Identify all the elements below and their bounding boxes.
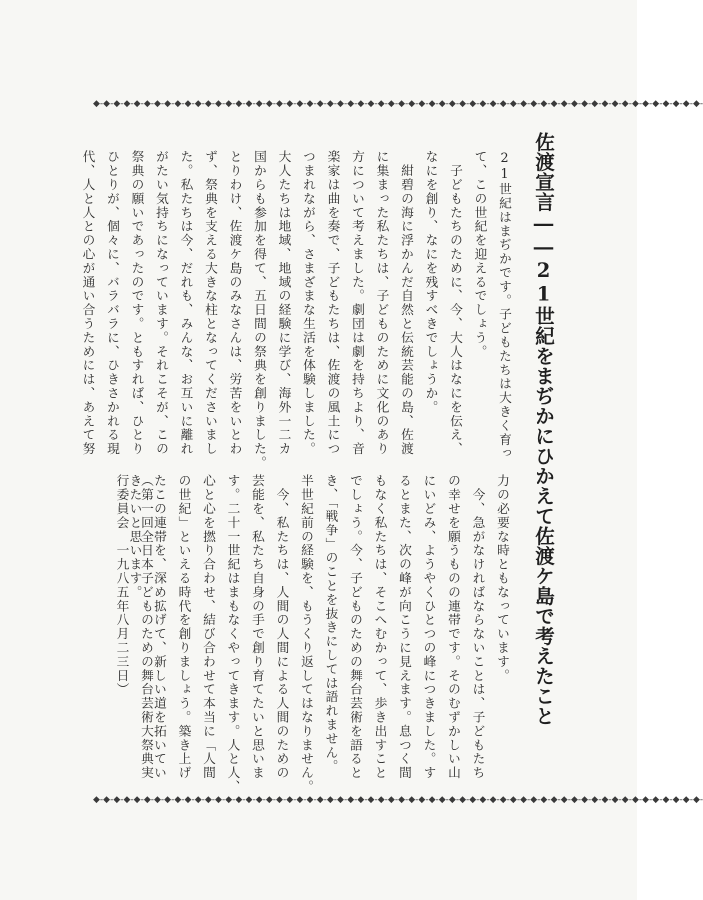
declaration-body-lower: 力の必要な時ともなっています。 今、急がなければならないことは、子どもたち の幸せを願うものの連帯です。そのむずかしい山 にいどみ、ようやくひとつの峰につきました。す るとまた、次の峰が向こうに見えます。息つく間 もなく私たちは、そこへむかって、歩き出すこと でしょう。今、子どものための舞台芸術を語ると き、「戦争」のことを抜きにしては語れません。 半世紀前の経験を、もうくり返してはなりません。 今、私たちは、人間の人間による人間のための 芸能を、私たち自身の手で創り育てたいと思いま す。二十一世紀はまもなくやってきます。人と人、 心と心を撚り合わせ、結び合わせて本当に「人間 の世紀」といえる時代を創りましょう。築き上げ たこの連帯を、深め拡げて、新しい道を拓いてい きたいと思います。 — [127, 474, 510, 794]
declaration-title: 佐渡宣言――21世紀をまぢかにひかえて佐渡ケ島で考えたこと — [532, 132, 555, 726]
committee-signature: （第一回全日本子どものための舞台芸術大祭典実 行委員会 一九八五年八月二三日） — [114, 474, 154, 780]
bottom-diamond-rule-icon: ◆-◆-◆-◆-◆-◆-◆-◆-◆-◆-◆-◆-◆-◆-◆-◆-◆-◆-◆-◆-◆-◆-◆-◆-◆-◆-◆-◆-◆-◆-◆-◆-◆-◆-◆-◆-◆-◆-◆-◆-◆-◆-◆-◆-◆-◆-◆-◆-◆-◆-◆-◆-◆-◆-◆-◆-◆-◆-◆-◆- — [93, 795, 703, 805]
top-diamond-rule-icon: ◆-◆-◆-◆-◆-◆-◆-◆-◆-◆-◆-◆-◆-◆-◆-◆-◆-◆-◆-◆-◆-◆-◆-◆-◆-◆-◆-◆-◆-◆-◆-◆-◆-◆-◆-◆-◆-◆-◆-◆-◆-◆-◆-◆-◆-◆-◆-◆-◆-◆-◆-◆-◆-◆-◆-◆-◆-◆-◆-◆- — [93, 99, 703, 109]
declaration-body-upper: 21世紀はまぢかです。子どもたちは大きく育っ て、この世紀を迎えるでしょう。 子どもたちのために、今、大人はなにを伝え、 なにを創り、なにを残すべきでしょうか。 紺碧の海に浮かんだ自然と伝統芸能の島、佐渡 に集まった私たちは、子どものために文化のあり 方について考えました。劇団は劇を持ちより、音 楽家は曲を奏で、子どもたちは、佐渡の風土につ つまれながら、さまざまな生活を体験しました。 大人たちは地域、地域の経験に学び、海外一二カ 国からも参加を得て、五日間の祭典を創りました。 とりわけ、佐渡ケ島のみなさんは、労苦をいとわ ず、祭典を支える大きな柱となってくださいまし た。私たちは今、だれも、みんな、お互いに離れ がたい気持ちになっています。それこそが、この 祭典の願いであったのです。ともすれば、ひとり ひとりが、個々に、バラバラに、ひきさかれる現 代、人と人との心が通い合うためには、あえて努 — [80, 150, 512, 470]
